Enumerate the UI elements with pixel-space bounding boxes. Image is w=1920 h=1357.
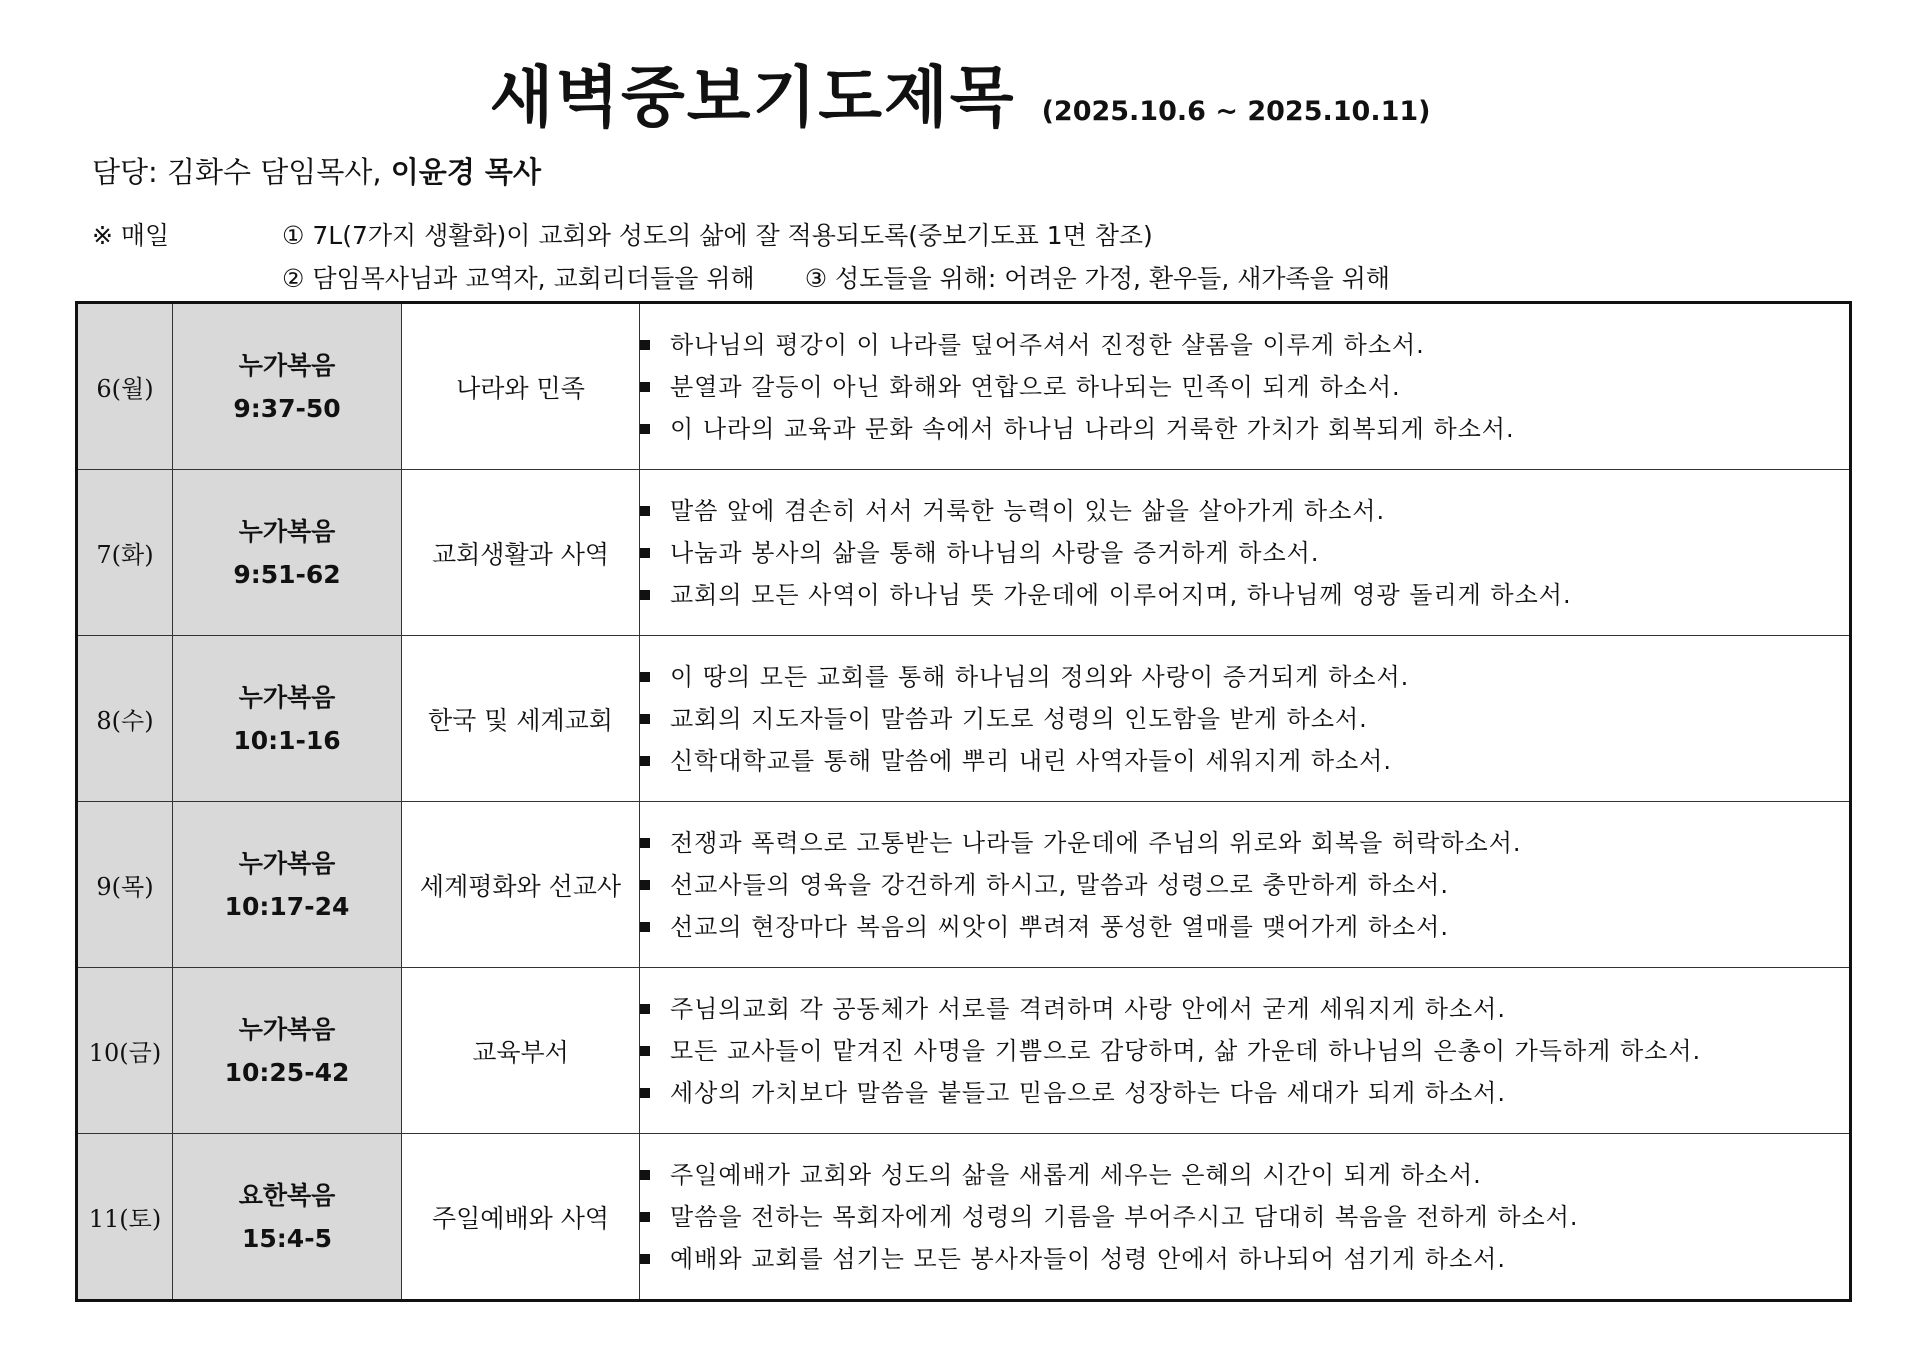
square-bullet-icon — [640, 548, 650, 558]
reading-passage: 10:25-42 — [224, 1057, 350, 1087]
square-bullet-icon — [640, 1170, 650, 1180]
prayer-text: 말씀 앞에 겸손히 서서 거룩한 능력이 있는 삶을 살아가게 하소서. — [670, 496, 1386, 525]
table-row — [77, 1134, 1851, 1301]
prayer-text: 신학대학교를 통해 말씀에 뿌리 내린 사역자들이 세워지게 하소서. — [670, 746, 1392, 775]
page-title: 새벽중보기도제목 — [489, 59, 1016, 136]
prayer-list — [640, 490, 1849, 616]
prayer-item — [640, 490, 1849, 532]
schedule-body — [77, 303, 1851, 1301]
prayer-item — [640, 366, 1849, 408]
prayer-item — [640, 698, 1849, 740]
day-cell: 9(목) — [77, 802, 173, 968]
square-bullet-icon — [640, 340, 650, 350]
prayer-list — [640, 822, 1849, 948]
prayer-text: 예배와 교회를 섬기는 모든 봉사자들이 성령 안에서 하나되어 섬기게 하소서. — [670, 1244, 1506, 1273]
table-row — [77, 470, 1851, 636]
reading-book: 누가복음 — [238, 1014, 336, 1044]
square-bullet-icon — [640, 714, 650, 724]
reading-cell — [173, 1134, 402, 1301]
prayer-text: 하나님의 평강이 이 나라를 덮어주셔서 진정한 샬롬을 이루게 하소서. — [670, 330, 1425, 359]
prayers-cell — [640, 470, 1851, 636]
prayer-item — [640, 1154, 1849, 1196]
staff-line — [92, 150, 541, 191]
staff-pastor-1: 김화수 담임목사, — [167, 155, 382, 189]
prayer-item — [640, 1072, 1849, 1114]
prayers-cell — [640, 1134, 1851, 1301]
daily-label: ※ 매일 — [92, 221, 170, 250]
prayer-text: 전쟁과 폭력으로 고통받는 나라들 가운데에 주님의 위로와 회복을 허락하소서. — [670, 828, 1522, 857]
day-cell: 6(월) — [77, 303, 173, 470]
reading-passage: 10:1-16 — [233, 725, 341, 755]
day-cell: 8(수) — [77, 636, 173, 802]
topic-cell: 세계평화와 선교사 — [402, 802, 640, 968]
reading-cell — [173, 636, 402, 802]
table-row — [77, 303, 1851, 470]
reading-passage: 15:4-5 — [242, 1223, 332, 1253]
reading-cell — [173, 968, 402, 1134]
prayer-item — [640, 822, 1849, 864]
prayer-text: 선교의 현장마다 복음의 씨앗이 뿌려져 풍성한 열매를 맺어가게 하소서. — [670, 912, 1449, 941]
daily-items — [282, 214, 1682, 300]
reading-book: 누가복음 — [238, 682, 336, 712]
prayer-list — [640, 1154, 1849, 1280]
daily-item-1: ① 7L(7가지 생활화)이 교회와 성도의 삶에 잘 적용되도록(중보기도표 1면 참조) — [282, 221, 1153, 250]
day-cell: 7(화) — [77, 470, 173, 636]
date-range: (2025.10.6 ~ 2025.10.11) — [1041, 96, 1431, 127]
square-bullet-icon — [640, 880, 650, 890]
table-row — [77, 968, 1851, 1134]
prayer-text: 교회의 지도자들이 말씀과 기도로 성령의 인도함을 받게 하소서. — [670, 704, 1368, 733]
square-bullet-icon — [640, 1046, 650, 1056]
prayer-item — [640, 324, 1849, 366]
square-bullet-icon — [640, 1004, 650, 1014]
staff-label: 담당: — [92, 155, 158, 189]
topic-cell: 교회생활과 사역 — [402, 470, 640, 636]
square-bullet-icon — [640, 1212, 650, 1222]
prayer-item — [640, 532, 1849, 574]
prayer-item — [640, 1030, 1849, 1072]
prayer-item — [640, 408, 1849, 450]
reading-passage: 9:37-50 — [233, 393, 341, 423]
prayer-text: 주일예배가 교회와 성도의 삶을 새롭게 세우는 은혜의 시간이 되게 하소서. — [670, 1160, 1482, 1189]
prayer-item — [640, 740, 1849, 782]
prayer-item — [640, 988, 1849, 1030]
prayer-schedule-table — [75, 301, 1852, 1302]
prayer-item — [640, 574, 1849, 616]
reading-cell — [173, 303, 402, 470]
square-bullet-icon — [640, 838, 650, 848]
prayer-text: 선교사들의 영육을 강건하게 하시고, 말씀과 성령으로 충만하게 하소서. — [670, 870, 1449, 899]
prayer-list — [640, 324, 1849, 450]
prayer-list — [640, 656, 1849, 782]
prayer-text: 분열과 갈등이 아닌 화해와 연합으로 하나되는 민족이 되게 하소서. — [670, 372, 1401, 401]
square-bullet-icon — [640, 1254, 650, 1264]
prayer-text: 주님의교회 각 공동체가 서로를 격려하며 사랑 안에서 굳게 세워지게 하소서. — [670, 994, 1506, 1023]
topic-cell: 주일예배와 사역 — [402, 1134, 640, 1301]
daily-item-2: ② 담임목사님과 교역자, 교회리더들을 위해 — [282, 264, 755, 293]
reading-passage: 9:51-62 — [233, 559, 341, 589]
reading-book: 누가복음 — [238, 848, 336, 878]
prayers-cell — [640, 968, 1851, 1134]
table-row — [77, 636, 1851, 802]
topic-cell: 교육부서 — [402, 968, 640, 1134]
square-bullet-icon — [640, 756, 650, 766]
day-cell: 10(금) — [77, 968, 173, 1134]
prayer-text: 교회의 모든 사역이 하나님 뜻 가운데에 이루어지며, 하나님께 영광 돌리게 하소서. — [670, 580, 1572, 609]
reading-book: 누가복음 — [238, 350, 336, 380]
prayers-cell — [640, 802, 1851, 968]
topic-cell: 한국 및 세계교회 — [402, 636, 640, 802]
prayer-text: 이 땅의 모든 교회를 통해 하나님의 정의와 사랑이 증거되게 하소서. — [670, 662, 1410, 691]
prayer-item — [640, 1196, 1849, 1238]
prayer-item — [640, 1238, 1849, 1280]
staff-pastor-2: 이윤경 목사 — [390, 155, 541, 189]
square-bullet-icon — [640, 922, 650, 932]
prayer-text: 모든 교사들이 맡겨진 사명을 기쁨으로 감당하며, 삶 가운데 하나님의 은총이 가득하게 하소서. — [670, 1036, 1702, 1065]
prayer-text: 나눔과 봉사의 삶을 통해 하나님의 사랑을 증거하게 하소서. — [670, 538, 1320, 567]
prayers-cell — [640, 303, 1851, 470]
reading-cell — [173, 802, 402, 968]
daily-item-3: ③ 성도들을 위해: 어려운 가정, 환우들, 새가족을 위해 — [804, 264, 1391, 293]
prayer-item — [640, 864, 1849, 906]
square-bullet-icon — [640, 506, 650, 516]
topic-cell: 나라와 민족 — [402, 303, 640, 470]
prayer-text: 세상의 가치보다 말씀을 붙들고 믿음으로 성장하는 다음 세대가 되게 하소서. — [670, 1078, 1506, 1107]
daily-items-row-2 — [282, 257, 1682, 300]
title-row — [0, 44, 1920, 139]
square-bullet-icon — [640, 590, 650, 600]
square-bullet-icon — [640, 672, 650, 682]
reading-cell — [173, 470, 402, 636]
prayer-list — [640, 988, 1849, 1114]
prayer-text: 이 나라의 교육과 문화 속에서 하나님 나라의 거룩한 가치가 회복되게 하소서. — [670, 414, 1515, 443]
prayer-item — [640, 906, 1849, 948]
prayers-cell — [640, 636, 1851, 802]
square-bullet-icon — [640, 382, 650, 392]
prayer-item — [640, 656, 1849, 698]
square-bullet-icon — [640, 424, 650, 434]
day-cell: 11(토) — [77, 1134, 173, 1301]
square-bullet-icon — [640, 1088, 650, 1098]
reading-book: 요한복음 — [238, 1180, 336, 1210]
reading-book: 누가복음 — [238, 516, 336, 546]
reading-passage: 10:17-24 — [224, 891, 350, 921]
table-row — [77, 802, 1851, 968]
prayer-text: 말씀을 전하는 목회자에게 성령의 기름을 부어주시고 담대히 복음을 전하게 하소서. — [670, 1202, 1579, 1231]
